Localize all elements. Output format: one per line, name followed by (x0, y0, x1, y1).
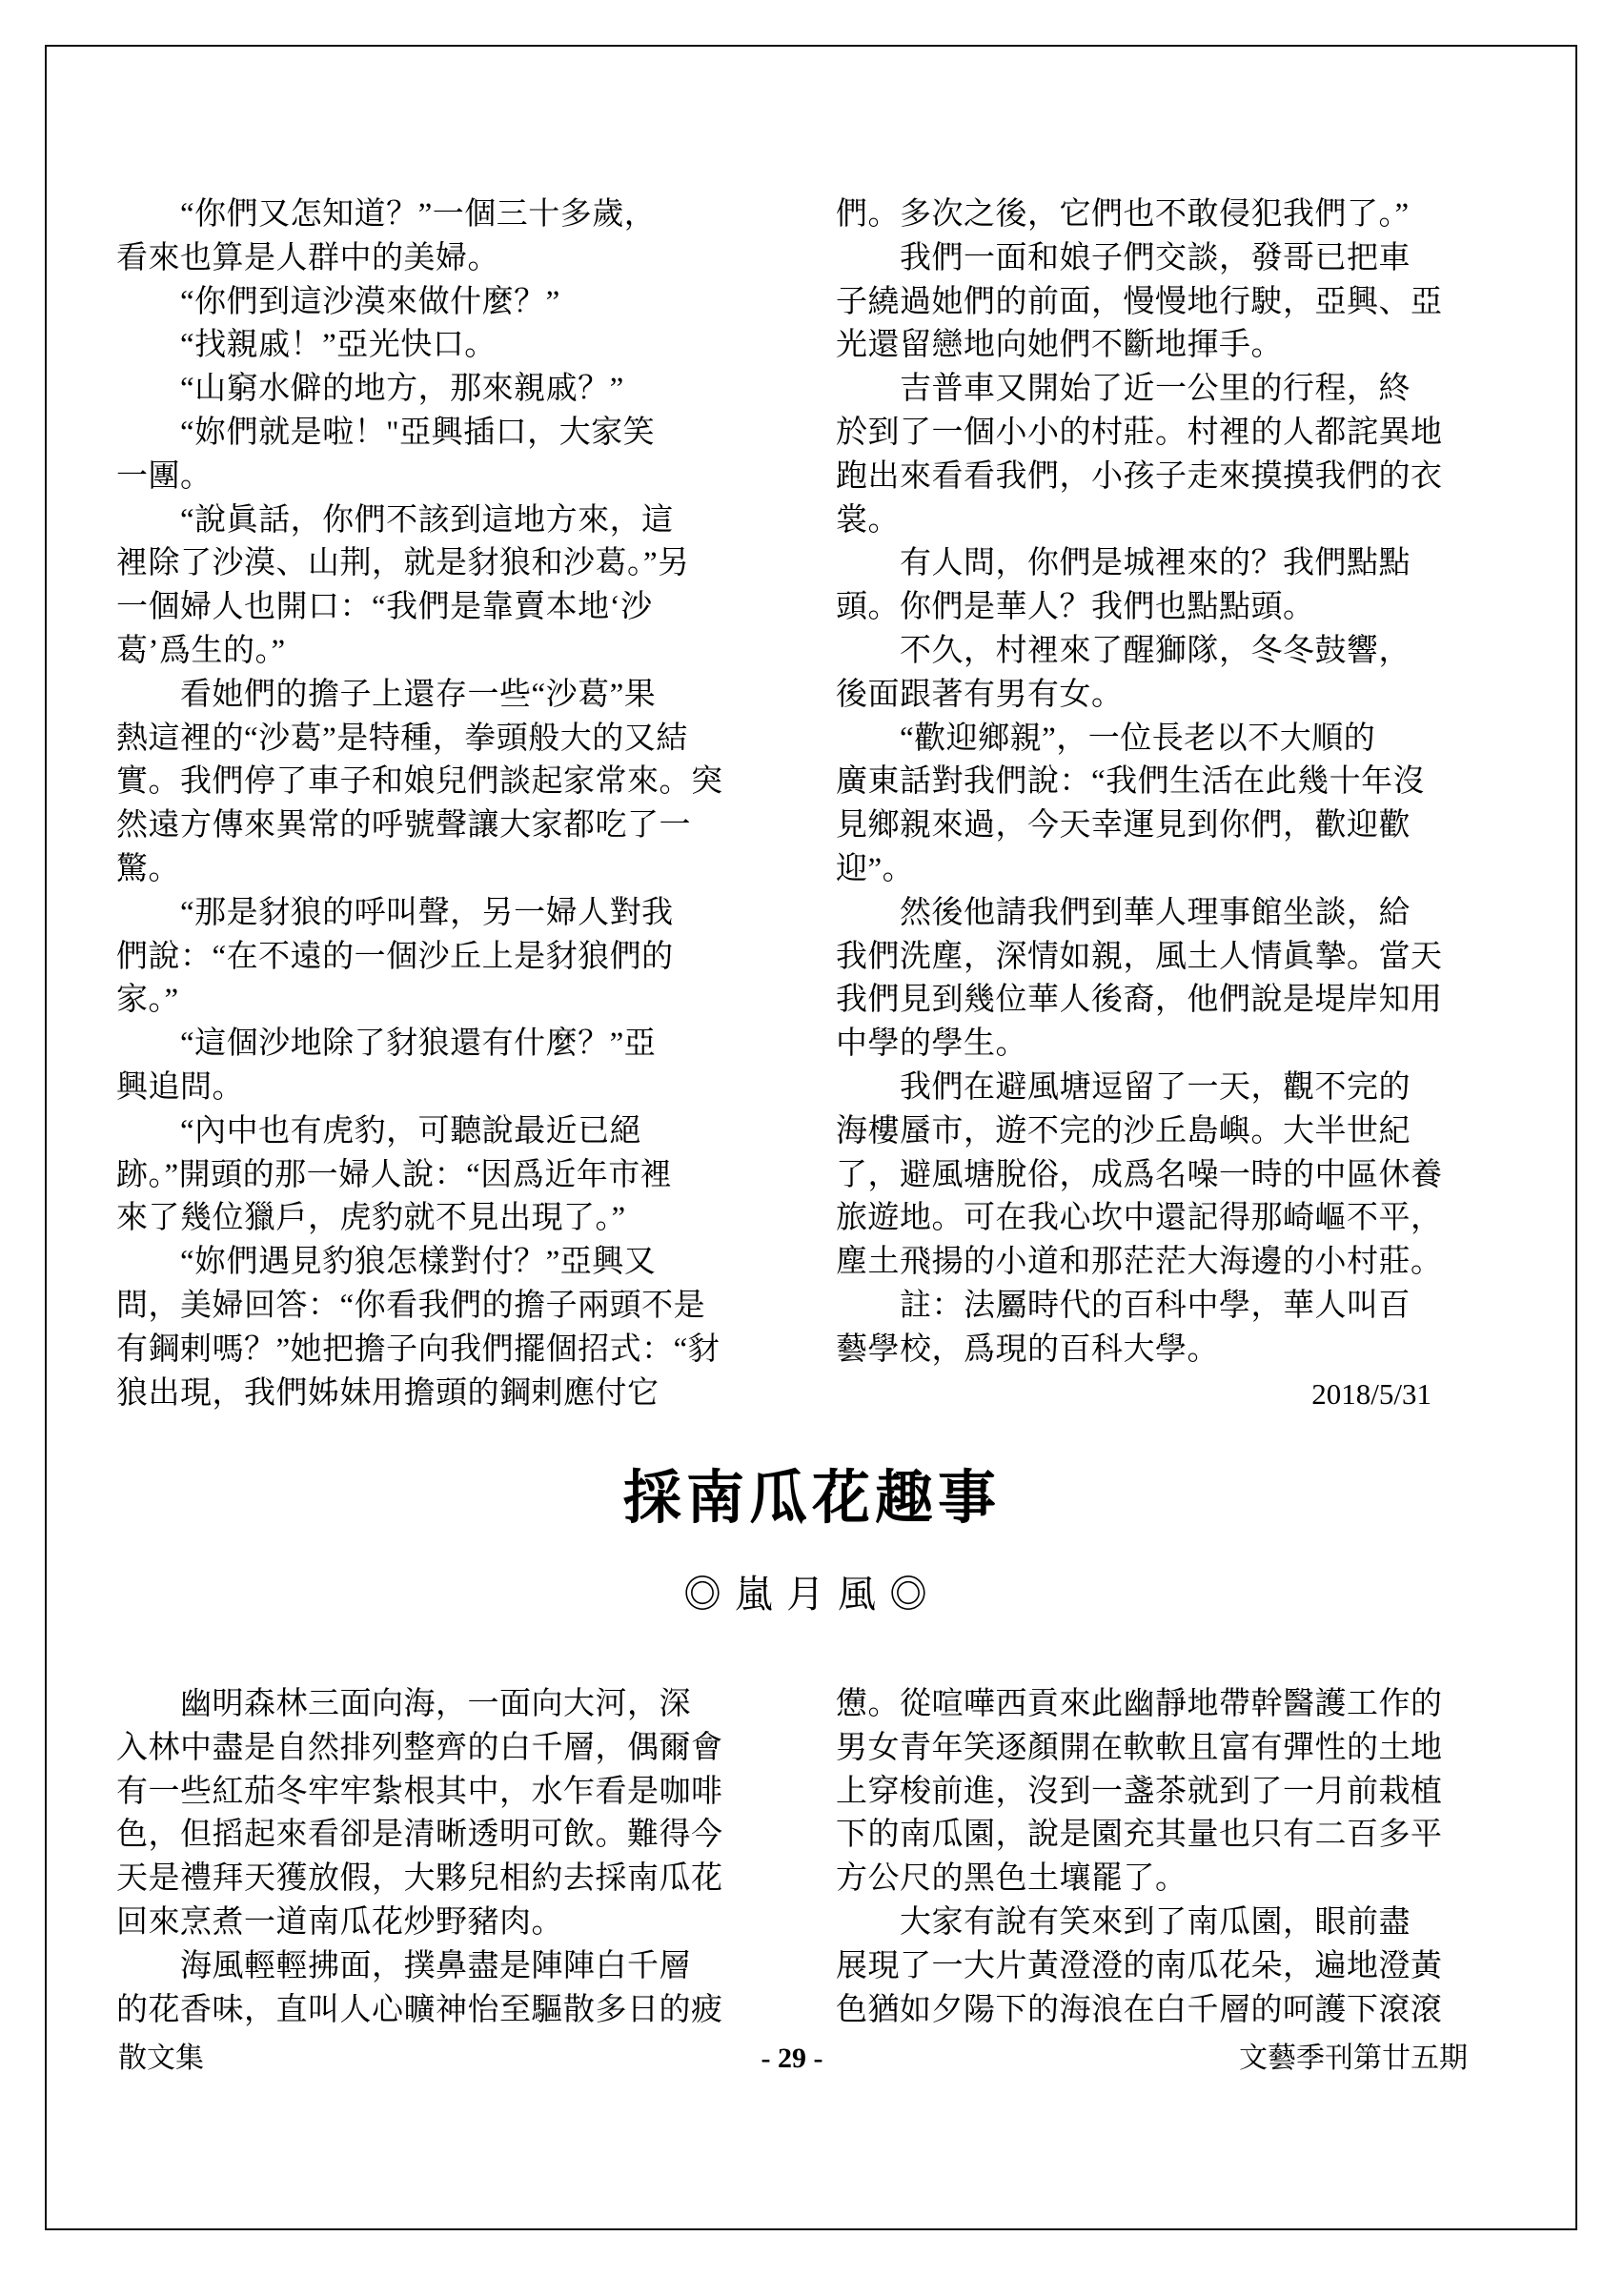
text-line: 一個婦人也開口：“我們是靠賣本地‘沙 (116, 590, 653, 625)
text-line: 我們見到幾位華人後裔，他們說是堤岸知用 (836, 983, 1443, 1018)
text-line: 然遠方傳來異常的呼號聲讓大家都吃了一 (116, 808, 691, 844)
text-line: “內中也有虎豹，可聽說最近已絕 (116, 1113, 642, 1149)
text-line: 了，避風塘脫俗，成爲名噪一時的中區休養 (836, 1157, 1443, 1192)
text-line: 展現了一大片黃澄澄的南瓜花朵，遍地澄黃 (836, 1948, 1443, 1983)
text-line: “找親戚！”亞光快口。 (116, 328, 497, 363)
text-line: 然後他請我們到華人理事館坐談，給 (836, 895, 1411, 930)
text-line: 吉普車又開始了近一公里的行程，終 (836, 372, 1411, 407)
text-line: 憊。從喧嘩西貢來此幽靜地帶幹醫護工作的 (836, 1687, 1443, 1721)
text-line: 塵土飛揚的小道和那茫茫大海邊的小村莊。 (836, 1245, 1443, 1280)
text-line: “山窮水僻的地方，那來親戚？” (116, 372, 624, 407)
text-line: 們說：“在不遠的一個沙丘上是豺狼們的 (116, 939, 674, 974)
text-line: 看來也算是人群中的美婦。 (116, 240, 499, 275)
article2-title: 採南瓜花趣事 (622, 1467, 1001, 1531)
text-line: 興追問。 (116, 1069, 244, 1105)
text-line: 有鋼剌嗎？”她把擔子向我們擺個招式：“豺 (116, 1332, 721, 1367)
text-line: 中學的學生。 (836, 1027, 1027, 1062)
text-line: 頭。你們是華人？我們也點點頭。 (836, 590, 1315, 625)
text-line: 不久，村裡來了醒獅隊，冬冬鼓響， (836, 633, 1411, 668)
article1-right-column (836, 193, 1468, 1372)
text-line: 看她們的擔子上還存一些“沙葛”果 (116, 677, 657, 712)
text-line: 家。” (116, 983, 179, 1018)
text-line: 後面跟著有男有女。 (836, 677, 1124, 712)
text-line: 迎”。 (836, 851, 915, 886)
footer-page-number: - 29 - (761, 2043, 823, 2074)
text-line: 的花香味，直叫人心曠神怡至驅散多日的疲 (116, 1992, 723, 2027)
text-line: 我們在避風塘逗留了一天，觀不完的 (836, 1069, 1411, 1105)
article2-right-column (836, 1683, 1468, 2032)
text-line: 跑出來看看我們，小孩子走來摸摸我們的衣 (836, 458, 1443, 494)
text-line: 問，美婦回答：“你看我們的擔子兩頭不是 (116, 1288, 706, 1323)
article1-left-column (116, 193, 726, 1415)
text-line: 熱這裡的“沙葛”是特種，拳頭般大的又結 (116, 721, 688, 756)
text-line: 見鄉親來過，今天幸運見到你們，歡迎歡 (836, 808, 1411, 844)
text-line: 色猶如夕陽下的海浪在白千層的呵護下滾滾 (836, 1992, 1443, 2027)
text-line: 上穿梭前進，沒到一盞茶就到了一月前栽植 (836, 1774, 1443, 1809)
text-line: 驚。 (116, 851, 180, 886)
text-line: 我們一面和娘子們交談，發哥已把車 (836, 240, 1411, 275)
text-line: “說眞話，你們不該到這地方來，這 (116, 502, 674, 538)
text-line: 下的南瓜園，說是園充其量也只有二百多平 (836, 1818, 1443, 1853)
text-line: “你們又怎知道？”一個三十多歲， (116, 197, 657, 232)
text-line: 色，但搯起來看卻是清晰透明可飲。難得今 (116, 1818, 723, 1853)
footer-journal-label: 文藝季刊第廿五期 (1239, 2043, 1468, 2074)
text-line: 海樓蜃市，遊不完的沙丘島嶼。大半世紀 (836, 1113, 1411, 1149)
text-line: 海風輕輕拂面，撲鼻盡是陣陣白千層 (116, 1948, 691, 1983)
text-line: 光還留戀地向她們不斷地揮手。 (836, 328, 1283, 363)
text-line: 於到了一個小小的村莊。村裡的人都詫異地 (836, 415, 1443, 450)
text-line: “妳們遇見豹狼怎樣對付？”亞興又 (116, 1245, 657, 1280)
text-line: 來了幾位獵戶，虎豹就不見出現了。” (116, 1201, 626, 1236)
text-line: 有一些紅茄冬牢牢紮根其中，水乍看是咖啡 (116, 1774, 723, 1809)
text-line: 入林中盡是自然排列整齊的白千層，偶爾會 (116, 1730, 723, 1765)
text-line: 藝學校，爲現的百科大學。 (836, 1332, 1219, 1367)
text-line: 天是禮拜天獲放假，大夥兒相約去採南瓜花 (116, 1861, 723, 1897)
text-line: 我們洗塵，深情如親，風土人情眞摯。當天 (836, 939, 1443, 974)
article1-date: 2018/5/31 (1311, 1377, 1431, 1411)
text-line: 葛’爲生的。” (116, 633, 286, 668)
text-line: 有人問，你們是城裡來的？我們點點 (836, 546, 1411, 581)
text-line: 實。我們停了車子和娘兒們談起家常來。突 (116, 764, 723, 800)
text-line: 幽明森林三面向海，一面向大河，深 (116, 1687, 691, 1721)
text-line: “那是豺狼的呼叫聲，另一婦人對我 (116, 895, 674, 930)
text-line: 們。多次之後，它們也不敢侵犯我們了。” (836, 197, 1410, 232)
footer-section-label: 散文集 (118, 2043, 204, 2074)
text-line: 旅遊地。可在我心坎中還記得那崎嶇不平， (836, 1201, 1443, 1236)
text-line: 註：法屬時代的百科中學，華人叫百 (836, 1288, 1411, 1323)
text-line: 大家有說有笑來到了南瓜園，眼前盡 (836, 1904, 1411, 1940)
article2-left-column (116, 1683, 726, 2032)
text-line: 一團。 (116, 458, 213, 494)
text-line: 裡除了沙漠、山荆，就是豺狼和沙葛。”另 (116, 546, 690, 581)
text-line: 回來烹煮一道南瓜花炒野豬肉。 (116, 1904, 563, 1940)
text-line: 狼出現，我們姊妹用擔頭的鋼剌應付它 (116, 1375, 660, 1411)
article2-author: ◎嵐月風◎ (683, 1573, 941, 1616)
text-line: 廣東話對我們說：“我們生活在此幾十年沒 (836, 764, 1426, 800)
text-line: “這個沙地除了豺狼還有什麼？”亞 (116, 1027, 657, 1062)
text-line: 男女青年笑逐顏開在軟軟且富有彈性的土地 (836, 1730, 1443, 1765)
text-line: 跡。”開頭的那一婦人說：“因爲近年市裡 (116, 1157, 673, 1192)
text-line: “你們到這沙漠來做什麼？” (116, 284, 560, 319)
text-line: 裳。 (836, 502, 900, 538)
text-line: “妳們就是啦！"亞興插口，大家笑 (116, 415, 656, 450)
text-line: “歡迎鄉親”，一位長老以不大順的 (836, 721, 1376, 756)
text-line: 子繞過她們的前面，慢慢地行駛，亞興、亞 (836, 284, 1443, 319)
text-line: 方公尺的黑色土壤罷了。 (836, 1861, 1188, 1897)
